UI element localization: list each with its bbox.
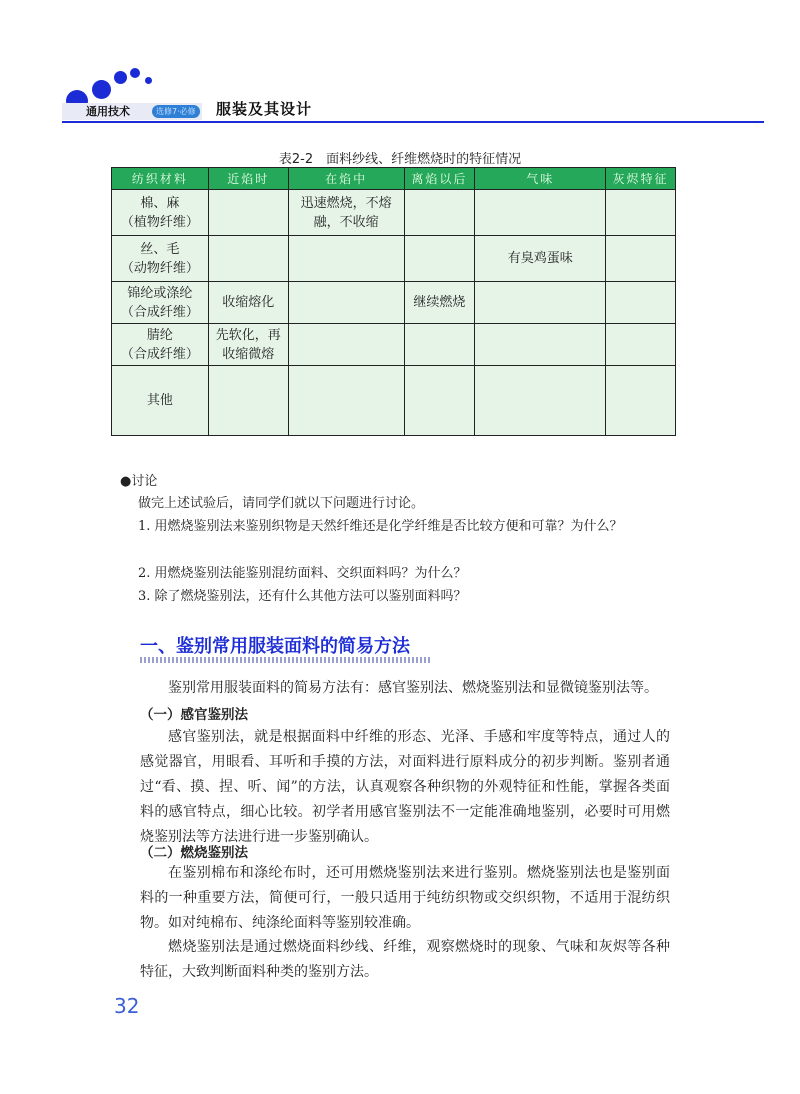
decor-dot [114,71,127,84]
table-cell [288,282,404,324]
table-cell [475,324,606,366]
material-cell: 锦纶或涤纶 （合成纤维） [112,282,209,324]
table-cell [606,236,676,282]
series-label: 通用技术 [86,105,130,118]
decor-dot [145,77,152,84]
table-cell [606,366,676,436]
section-title: 一、鉴别常用服装面料的简易方法 [140,636,410,657]
table-row [112,190,676,236]
discussion-intro: 做完上述试验后，请同学们就以下问题进行讨论。 [138,496,425,511]
table-row [112,324,676,366]
section-title-underline [140,657,430,663]
column-header: 气味 [475,168,606,190]
paragraph: 在鉴别棉布和涤纶布时，还可用燃烧鉴别法来进行鉴别。燃烧鉴别法也是鉴别面料的一种重要方法，简便可行，一般只适用于纯纺织物或交织织物，不适用于混纺织物。如对纯棉布、纯涤纶面料等鉴别较准确。 [140,865,670,931]
column-header: 离焰以后 [404,168,475,190]
table-cell [606,282,676,324]
discussion-question: 2. 用燃烧鉴别法能鉴别混纺面料、交织面料吗？为什么？ [138,566,467,581]
table-cell [404,190,475,236]
table-cell [475,190,606,236]
table-cell [208,190,288,236]
table-cell [404,236,475,282]
fiber-burning-table [111,167,676,436]
discussion-question: 3. 除了燃烧鉴别法，还有什么其他方法可以鉴别面料吗？ [138,589,467,604]
table-cell [606,190,676,236]
material-cell: 其他 [112,366,209,436]
table-row [112,366,676,436]
section-intro: 鉴别常用服装面料的简易方法有：感官鉴别法、燃烧鉴别法和显微镜鉴别法等。 [168,680,658,696]
table-cell [288,324,404,366]
chapter-title: 服装及其设计 [216,100,313,118]
subsection-title: （二）燃烧鉴别法 [140,845,248,861]
column-header: 近焰时 [208,168,288,190]
discussion-heading: ●讨论 [120,474,158,489]
page-number: 32 [114,994,140,1018]
column-header: 灰烬特征 [606,168,676,190]
table-row [112,236,676,282]
decor-dot [92,80,111,99]
table-cell: 先软化，再 收缩微熔 [208,324,288,366]
table-header-row [112,168,676,190]
paragraph: 燃烧鉴别法是通过燃烧面料纱线、纤维，观察燃烧时的现象、气味和灰烬等各种特征，大致判断面料种类的鉴别方法。 [140,939,670,980]
paragraph: 感官鉴别法，就是根据面料中纤维的形态、光泽、手感和牢度等特点，通过人的感觉器官，用眼看、耳听和手摸的方法，对面料进行原料成分的初步判断。鉴别者通过“看、摸、捏、听、闻”的方法，认真观察各种织物的外观特征和性能，掌握各类面料的感官特点，细心比较。初学者用感官鉴别法不一定能准确地鉴别，必要时可用燃烧鉴别法等方法进行进一步鉴别确认。 [140,729,670,845]
table-cell [606,324,676,366]
series-sub-badge: 选修7·必修 [152,105,200,118]
table-cell: 收缩熔化 [208,282,288,324]
discussion-question: 1. 用燃烧鉴别法来鉴别织物是天然纤维还是化学纤维是否比较方便和可靠？为什么？ [138,519,623,534]
table-cell: 迅速燃烧，不熔 融，不收缩 [288,190,404,236]
table-cell: 有臭鸡蛋味 [475,236,606,282]
decor-dot [130,68,140,78]
column-header: 在焰中 [288,168,404,190]
table-cell [475,282,606,324]
column-header: 纺织材料 [112,168,209,190]
subsection-title: （一）感官鉴别法 [140,707,248,723]
material-cell: 腈纶 （合成纤维） [112,324,209,366]
table-cell [208,366,288,436]
table-cell [475,366,606,436]
table-cell [288,366,404,436]
table-cell [288,236,404,282]
header-rule [62,121,764,123]
table-cell [404,366,475,436]
table-cell [208,236,288,282]
table-caption: 表2-2 面料纱线、纤维燃烧时的特征情况 [278,152,522,167]
material-cell: 丝、毛 （动物纤维） [112,236,209,282]
material-cell: 棉、麻 （植物纤维） [112,190,209,236]
table-cell [404,324,475,366]
table-cell: 继续燃烧 [404,282,475,324]
table-row [112,282,676,324]
